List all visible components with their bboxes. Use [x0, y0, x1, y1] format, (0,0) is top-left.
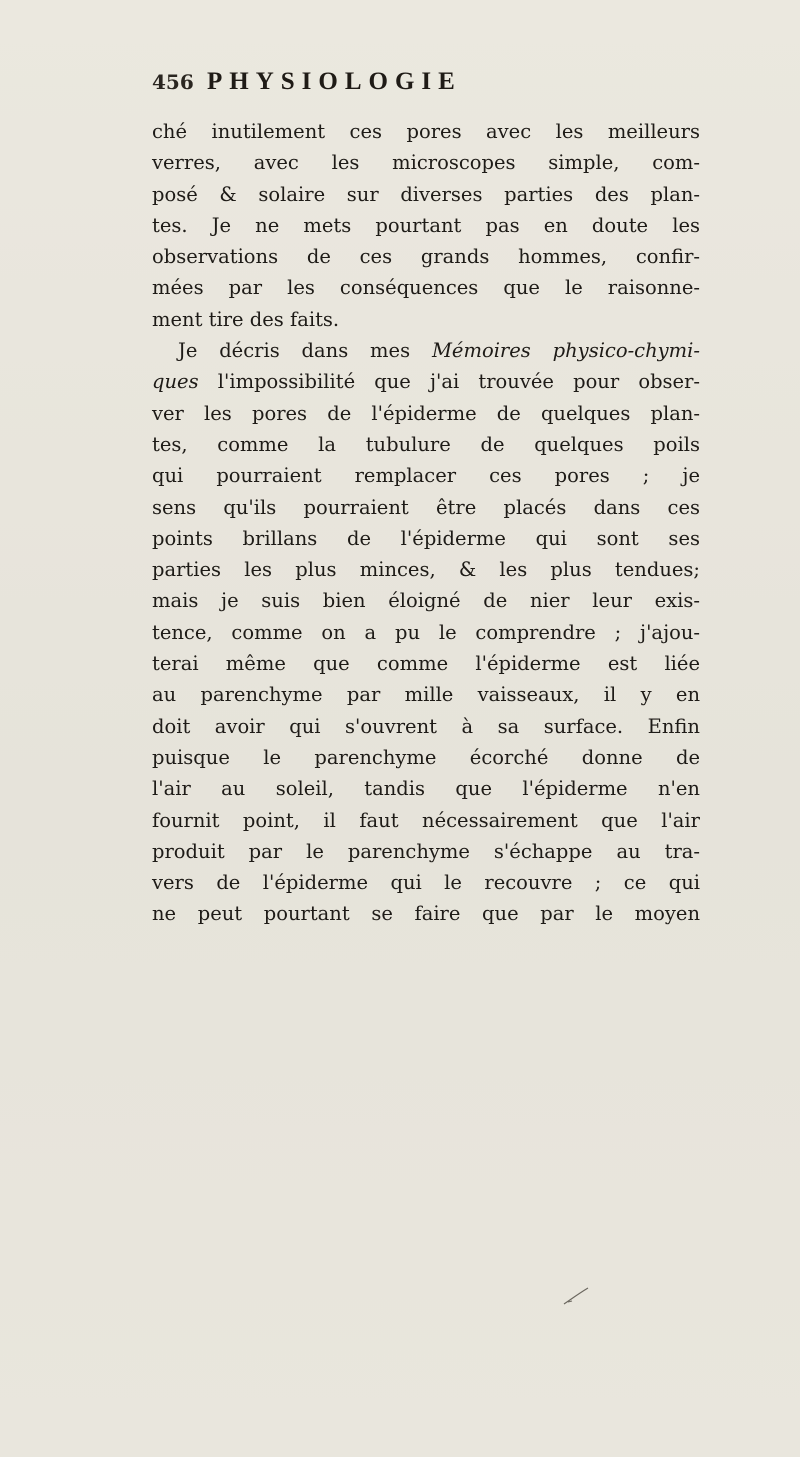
text-line: tes, comme la tubulure de quelques poils: [152, 432, 700, 456]
text-segment: Je décris dans mes: [178, 339, 411, 363]
text-line: au parenchyme par mille vaisseaux, il y en: [152, 683, 700, 707]
page-number: 456: [152, 70, 194, 94]
text-line: ver les pores de l'épiderme de quelques plan-: [152, 401, 700, 425]
text-line: posé & solaire sur diverses parties des plan-: [152, 182, 700, 206]
text-line: sens qu'ils pourraient être placés dans ces: [152, 495, 700, 519]
text-line: [152, 335, 700, 366]
text-line: ché inutilement ces pores avec les meilleurs: [152, 120, 700, 143]
body-text: [152, 116, 700, 930]
text-line: terai même que comme l'épiderme est liée: [152, 652, 700, 676]
text-line: parties les plus minces, & les plus tendues;: [152, 558, 700, 582]
text-line: vers de l'épiderme qui le recouvre ; ce qui: [152, 871, 700, 895]
text-line: [152, 366, 700, 397]
text-line: observations de ces grands hommes, confir-: [152, 245, 700, 269]
pencil-mark-icon: [562, 1286, 590, 1306]
text-line: ment tire des faits.: [152, 307, 340, 331]
text-line: l'air au soleil, tandis que l'épiderme n'en: [152, 777, 700, 801]
text-line: qui pourraient remplacer ces pores ; je: [152, 464, 700, 488]
running-head: PHYSIOLOGIE: [207, 68, 462, 95]
text-line: puisque le parenchyme écorché donne de: [152, 745, 700, 769]
page-header: [152, 68, 462, 108]
text-line: mais je suis bien éloigné de nier leur exis-: [152, 589, 700, 613]
text-line: ne peut pourtant se faire que par le moyen: [152, 902, 700, 926]
italic-title: Mémoires physico-chymi-: [431, 339, 700, 363]
text-line: mées par les conséquences que le raisonne-: [152, 276, 700, 300]
text-line: verres, avec les microscopes simple, com-: [152, 151, 700, 175]
text-line: tence, comme on a pu le comprendre ; j'ajou-: [152, 620, 700, 644]
text-line: points brillans de l'épiderme qui sont ses: [152, 526, 700, 550]
text-line: fournit point, il faut nécessairement que l'air: [152, 808, 700, 832]
text-line: tes. Je ne mets pourtant pas en doute les: [152, 213, 700, 237]
text-line: produit par le parenchyme s'échappe au tra-: [152, 839, 700, 863]
text-segment: l'impossibilité que j'ai trouvée pour obser-: [217, 370, 701, 394]
text-line: doit avoir qui s'ouvrent à sa surface. Enfin: [152, 714, 700, 738]
italic-title: ques: [152, 370, 199, 394]
